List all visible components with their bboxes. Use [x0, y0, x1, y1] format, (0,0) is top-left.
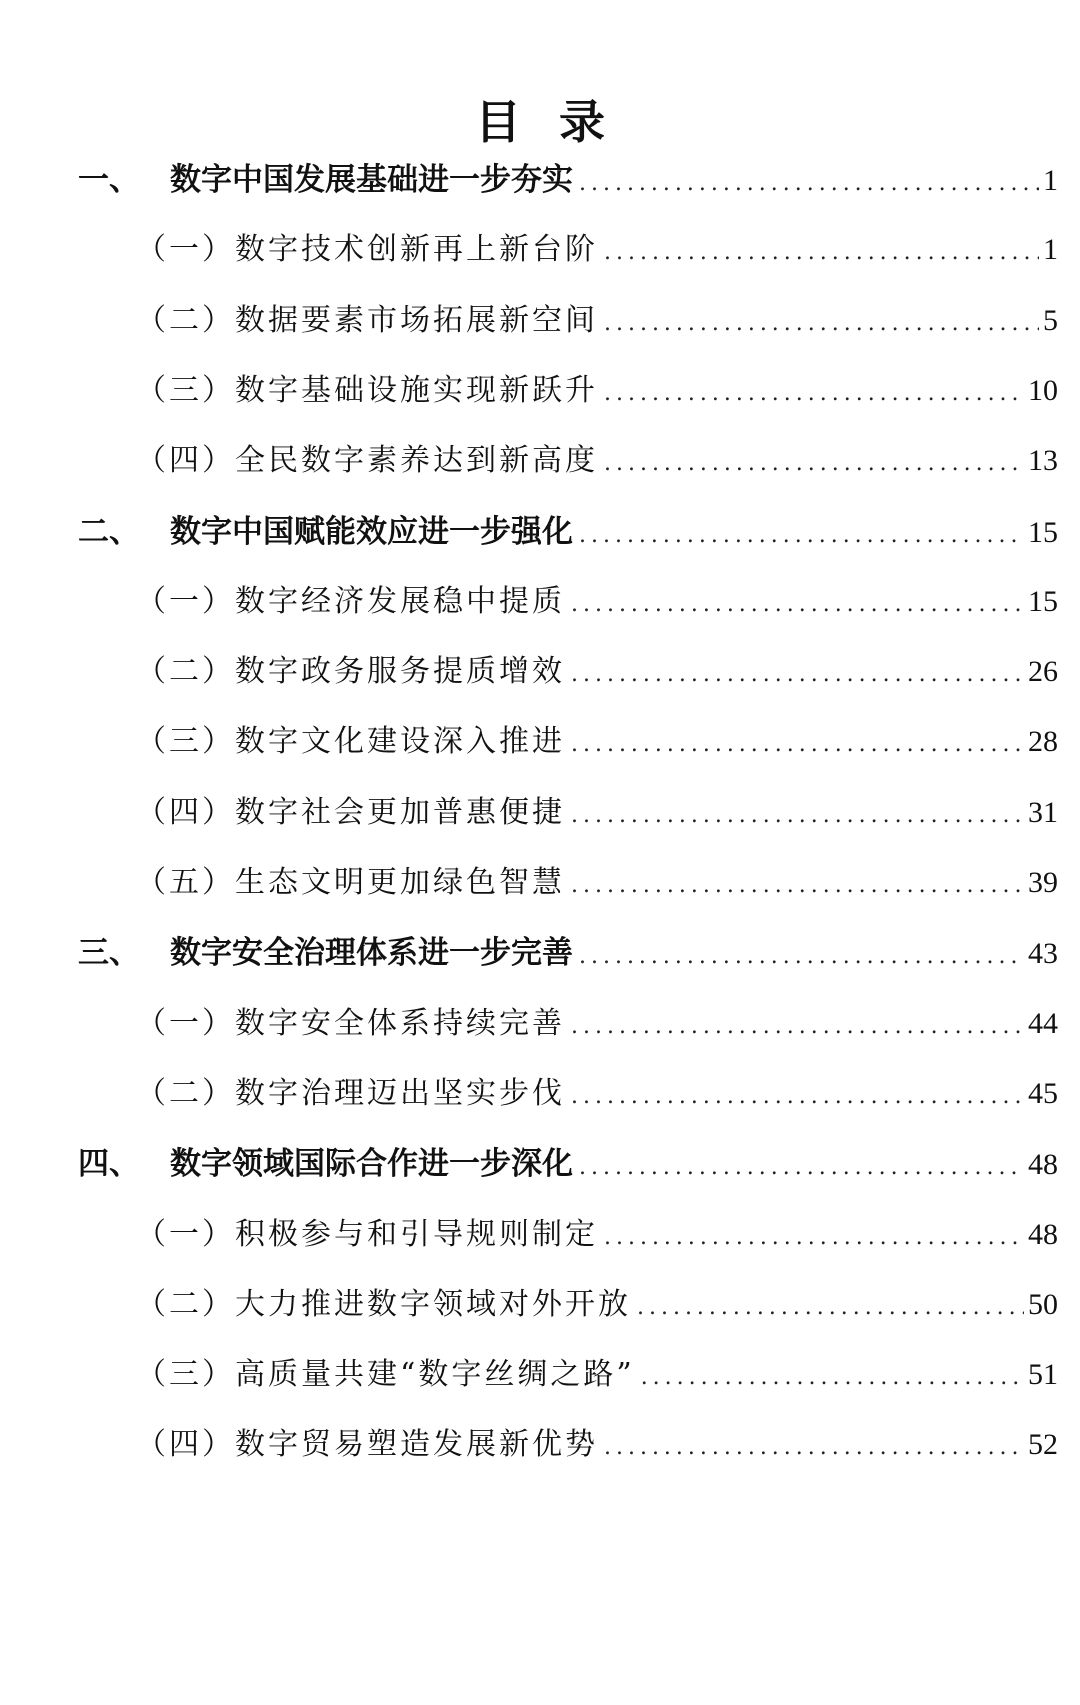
- toc-section[interactable]: [136, 227, 1058, 273]
- toc-section[interactable]: [136, 1352, 1058, 1398]
- toc-chapter-title: 数字领域国际合作进一步深化: [170, 1146, 573, 1182]
- toc-page-number: 10: [1028, 374, 1058, 407]
- toc-page-number: 48: [1028, 1148, 1058, 1181]
- toc-dot-leader: [604, 371, 1024, 417]
- toc-page-number: 45: [1028, 1077, 1058, 1110]
- toc-section-title: （三）数字基础设施实现新跃升: [136, 373, 598, 408]
- toc-section[interactable]: [136, 1422, 1058, 1468]
- toc-section-title: （二）大力推进数字领域对外开放: [136, 1287, 631, 1322]
- toc-page-number: 1: [1043, 233, 1058, 266]
- toc-dot-leader: [579, 513, 1024, 559]
- toc-dot-leader: [579, 934, 1024, 980]
- toc-section[interactable]: [136, 368, 1058, 414]
- toc-chapter-number: 三、: [78, 935, 140, 971]
- toc-dot-leader: [604, 301, 1039, 347]
- toc-dot-leader: [604, 1215, 1024, 1261]
- toc-page-number: 39: [1028, 866, 1058, 899]
- toc-page-number: 43: [1028, 937, 1058, 970]
- toc-dot-leader: [571, 1004, 1024, 1050]
- toc-section-title: （一）数字技术创新再上新台阶: [136, 232, 598, 267]
- toc-dot-leader: [641, 1355, 1024, 1401]
- toc-page-number: 5: [1043, 304, 1058, 337]
- toc-section[interactable]: [136, 1001, 1058, 1047]
- toc-section[interactable]: [136, 790, 1058, 836]
- toc-dot-leader: [571, 1074, 1024, 1120]
- toc-dot-leader: [604, 441, 1024, 487]
- toc-page-number: 51: [1028, 1358, 1058, 1391]
- toc-section-title: （三）高质量共建“数字丝绸之路”: [136, 1357, 635, 1392]
- page-title-char-2: 录: [559, 95, 605, 149]
- toc-section-title: （四）全民数字素养达到新高度: [136, 443, 598, 478]
- toc-chapter-title: 数字中国赋能效应进一步强化: [170, 514, 573, 550]
- toc-chapter[interactable]: [78, 157, 1058, 203]
- toc-dot-leader: [571, 863, 1024, 909]
- toc-dot-leader: [571, 652, 1024, 698]
- toc-section-title: （四）数字贸易塑造发展新优势: [136, 1427, 598, 1462]
- toc-page-number: 44: [1028, 1007, 1058, 1040]
- toc-chapter-number: 四、: [78, 1146, 140, 1182]
- toc-dot-leader: [579, 161, 1039, 207]
- toc-page-number: 1: [1043, 164, 1058, 197]
- toc-dot-leader: [571, 582, 1024, 628]
- toc-dot-leader: [579, 1145, 1024, 1191]
- toc-dot-leader: [571, 793, 1024, 839]
- toc-page-number: 15: [1028, 585, 1058, 618]
- toc-page-number: 13: [1028, 444, 1058, 477]
- toc-section[interactable]: [136, 719, 1058, 765]
- toc-page-number: 28: [1028, 725, 1058, 758]
- toc-section-title: （二）数字治理迈出坚实步伐: [136, 1076, 565, 1111]
- toc-page-number: 31: [1028, 796, 1058, 829]
- toc-section[interactable]: [136, 438, 1058, 484]
- toc-chapter[interactable]: [78, 930, 1058, 976]
- toc-chapter-title: 数字中国发展基础进一步夯实: [170, 162, 573, 198]
- page-title-char-1: 目: [475, 95, 521, 149]
- toc-section[interactable]: [136, 860, 1058, 906]
- toc-chapter-number: 二、: [78, 514, 140, 550]
- toc-section-title: （四）数字社会更加普惠便捷: [136, 795, 565, 830]
- toc-page-number: 15: [1028, 516, 1058, 549]
- toc-chapter[interactable]: [78, 1141, 1058, 1187]
- toc-section-title: （一）数字安全体系持续完善: [136, 1006, 565, 1041]
- toc-section-title: （三）数字文化建设深入推进: [136, 724, 565, 759]
- toc-section[interactable]: [136, 298, 1058, 344]
- toc-section[interactable]: [136, 579, 1058, 625]
- toc-page-number: 48: [1028, 1218, 1058, 1251]
- toc-section[interactable]: [136, 649, 1058, 695]
- toc-chapter[interactable]: [78, 509, 1058, 555]
- toc-section[interactable]: [136, 1212, 1058, 1258]
- toc-dot-leader: [604, 1425, 1024, 1471]
- toc-section-title: （二）数字政务服务提质增效: [136, 654, 565, 689]
- toc-page-number: 52: [1028, 1428, 1058, 1461]
- toc-chapter-title: 数字安全治理体系进一步完善: [170, 935, 573, 971]
- toc-dot-leader: [571, 722, 1024, 768]
- toc-page-number: 50: [1028, 1288, 1058, 1321]
- toc-section-title: （五）生态文明更加绿色智慧: [136, 865, 565, 900]
- toc-page-number: 26: [1028, 655, 1058, 688]
- toc-section-title: （一）数字经济发展稳中提质: [136, 584, 565, 619]
- toc-dot-leader: [637, 1285, 1024, 1331]
- toc-section[interactable]: [136, 1071, 1058, 1117]
- toc-dot-leader: [604, 230, 1039, 276]
- toc-section-title: （一）积极参与和引导规则制定: [136, 1217, 598, 1252]
- toc-section[interactable]: [136, 1282, 1058, 1328]
- toc-chapter-number: 一、: [78, 162, 140, 198]
- toc-section-title: （二）数据要素市场拓展新空间: [136, 303, 598, 338]
